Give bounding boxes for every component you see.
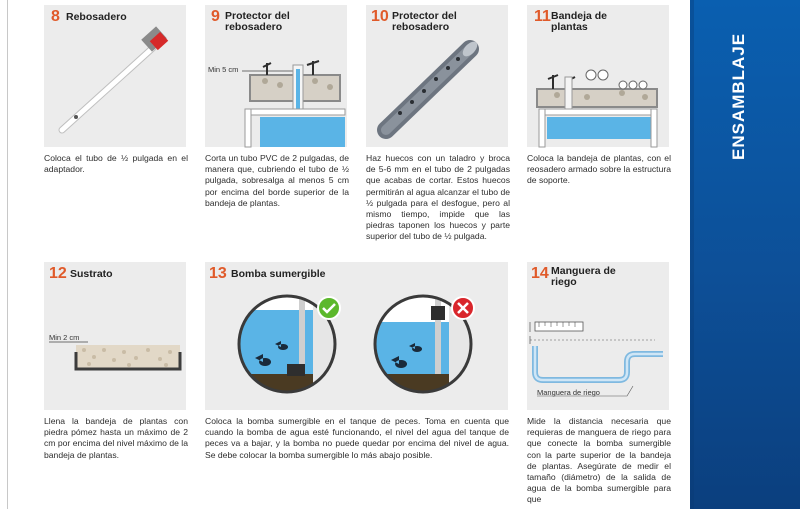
page-margin-line (7, 0, 8, 509)
step-11-number: 11 (534, 8, 551, 25)
step-14-title-line-1: Manguera de (551, 265, 616, 277)
step-10-title-line-2: rebosadero (392, 21, 450, 33)
step-8-illustration (44, 5, 186, 147)
step-12-description: Llena la bandeja de plantas con piedra pómez hasta un máximo de 2 cm por encima del nivel máximo de la bandeja de plantas. (44, 416, 188, 460)
step-9-number: 9 (211, 8, 220, 25)
step-14-title-line-2: riego (551, 276, 577, 288)
step-13-description: Coloca la bomba sumergible en el tanque de peces. Toma en cuenta que cuando la bomba de agua esté funcionando, el nivel del agua del tanque de peces va a bajar, y la bomba no puede quedar por encima del nivel de agua. Se debe colocar la bomba sumergible lo más abajo posible. (205, 416, 509, 460)
step-10-title-line-1: Protector del (392, 10, 457, 22)
sidebar-shadow (690, 0, 694, 509)
step-14-illustration (527, 262, 669, 410)
step-10-illustration (366, 5, 508, 147)
step-9-title-line-2: rebosadero (225, 21, 283, 33)
step-10-description: Haz huecos con un taladro y broca de 5-6 mm en el tubo de 2 pulgadas que acabas de cortar. Estos huecos permitirán al agua alcanzar el tubo de ½ pulgada para el desfogue, pero al mismo tiempo, impide que las piedras taponen los huecos y parte superior del tubo de ½ pulgada. (366, 153, 510, 242)
step-9-description: Corta un tubo PVC de 2 pulgadas, de manera que, cubriendo el tubo de ½ pulgada, sobresalga al menos 5 cm por encima del borde superior de la bandeja de plantas. (205, 153, 349, 208)
step-8-number: 8 (51, 8, 60, 25)
section-title (729, 130, 749, 160)
step-11-illustration (527, 5, 669, 147)
step-13-illustration (205, 262, 508, 410)
pump-placement-drawing (205, 262, 508, 410)
step-12-title: Sustrato (70, 268, 113, 280)
step-12-illustration (44, 262, 186, 410)
step-12-number: 12 (49, 265, 67, 282)
step-9-min-label: Min 5 cm (208, 65, 239, 74)
step-14-number: 14 (531, 265, 549, 282)
irrigation-hose-drawing (527, 262, 669, 410)
step-11-description: Coloca la bandeja de plantas, con el reosadero armado sobre la estructura de soporte. (527, 153, 671, 186)
step-13-title: Bomba sumergible (231, 268, 326, 280)
step-8-title: Rebosadero (66, 11, 127, 23)
overflow-protector-drawing (205, 5, 347, 147)
step-9-illustration (205, 5, 347, 147)
drilled-pipe-drawing (366, 5, 508, 147)
step-14-description: Mide la distancia necesaria que requieras de manguera de riego para que conecte la bomba sumergible con la parte superior de la bandeja de plantas. Asegúrate de medir el tamaño (diámetro) de la salida de agua de la bomba sumergible para que (527, 416, 671, 505)
step-12-min-label: Min 2 cm (49, 333, 80, 342)
step-8-description: Coloca el tubo de ½ pulgada en el adaptador. (44, 153, 188, 175)
step-13-number: 13 (209, 265, 227, 282)
plant-tray-drawing (527, 5, 669, 147)
step-9-title-line-1: Protector del (225, 10, 290, 22)
step-11-title-line-2: plantas (551, 21, 588, 33)
step-11-title-line-1: Bandeja de (551, 10, 608, 22)
step-10-number: 10 (371, 8, 389, 25)
step-14-hose-label: Manguera de riego (537, 388, 600, 397)
overflow-pipe-drawing (44, 5, 186, 147)
substrate-tray-drawing (44, 262, 186, 410)
